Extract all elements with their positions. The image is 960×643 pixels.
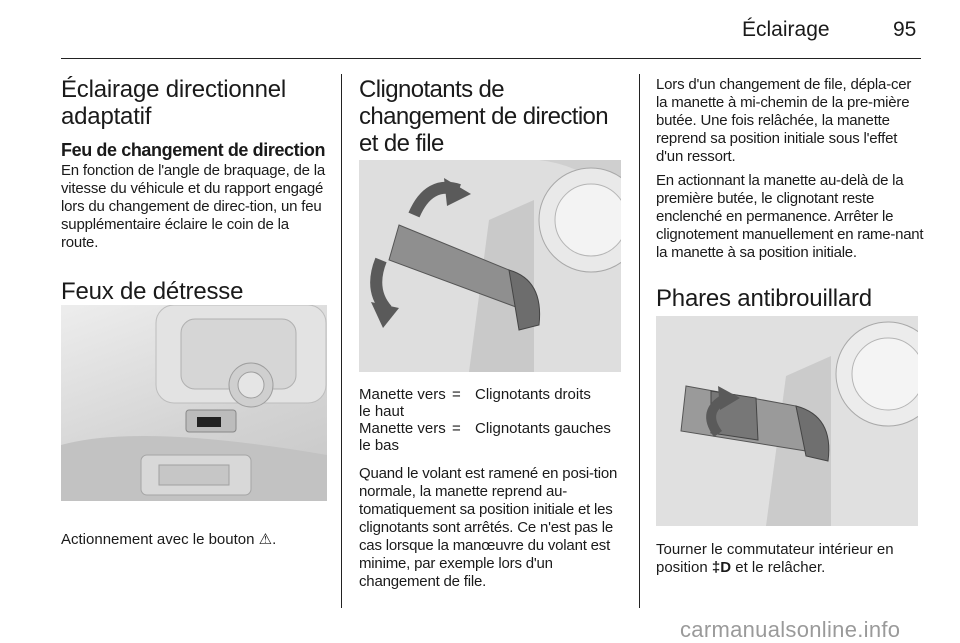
page-number: 95 xyxy=(893,18,917,41)
table-cell-action: Manette vers le bas xyxy=(359,420,446,454)
caption-hazard: Actionnement avec le bouton ⚠. xyxy=(61,531,277,548)
hazard-switch-figure xyxy=(61,305,327,501)
caption-fog-light-end: et le relâcher. xyxy=(735,559,826,576)
table-cell-result: Clignotants droits xyxy=(475,386,591,403)
middle-column xyxy=(359,70,625,157)
table-cell-separator: = xyxy=(452,386,461,403)
heading-adaptive-lighting: Éclairage directionnel adaptatif xyxy=(61,76,287,130)
caption-hazard-text: Actionnement avec le bouton xyxy=(61,531,255,548)
table-cell-result: Clignotants gauches xyxy=(475,420,611,437)
column-divider-2 xyxy=(639,74,640,608)
fog-light-switch-figure xyxy=(656,316,918,526)
table-cell-separator: = xyxy=(452,420,461,437)
header-rule xyxy=(61,58,921,59)
turn-signal-stalk-figure xyxy=(359,160,621,372)
caption-fog-light-text: Tourner le commutateur intérieur en position xyxy=(656,541,894,576)
hazard-triangle-icon: ⚠ xyxy=(258,531,273,548)
running-header-section: Éclairage xyxy=(742,18,830,41)
paragraph-cornering-light: En fonction de l'angle de braquage, de la vitesse du véhicule et du rapport engagé lors du changement de direc-tion, un feu supplémentaire éclaire le coin de la route. xyxy=(61,162,326,251)
paragraph-permanent-signal: En actionnant la manette au-delà de la première butée, le clignotant reste enclenché en permanence. Arrêter le clignotement manuellement en rame-nant la manette à sa position initiale. xyxy=(656,172,924,261)
table-cell-action: Manette vers le haut xyxy=(359,386,446,420)
heading-hazard-lights: Feux de détresse xyxy=(61,278,244,305)
subheading-cornering-light: Feu de changement de direction xyxy=(61,140,326,160)
heading-turn-signals: Clignotants de changement de direction et de file xyxy=(359,76,609,157)
watermark: carmanualsonline.info xyxy=(680,617,901,642)
caption-fog-light xyxy=(656,541,926,577)
column-divider-1 xyxy=(341,74,342,608)
paragraph-auto-return: Quand le volant est ramené en posi-tion normale, la manette reprend au-tomatiquement sa position initiale et les clignotants sont arrêtés. Ce n'est pas le cas lorsque la manœuvre du volant est minime, par exemple lors d'un changement de file. xyxy=(359,465,618,590)
fog-light-icon: ‡D xyxy=(711,559,732,576)
paragraph-lane-change: Lors d'un changement de file, dépla-cer la manette à mi-chemin de la pre-mière butée. Une fois relâchée, la manette reprend sa position initiale sous l'effet d'un ressort. xyxy=(656,76,912,165)
left-column xyxy=(61,70,327,305)
heading-fog-lights: Phares antibrouillard xyxy=(656,285,872,312)
